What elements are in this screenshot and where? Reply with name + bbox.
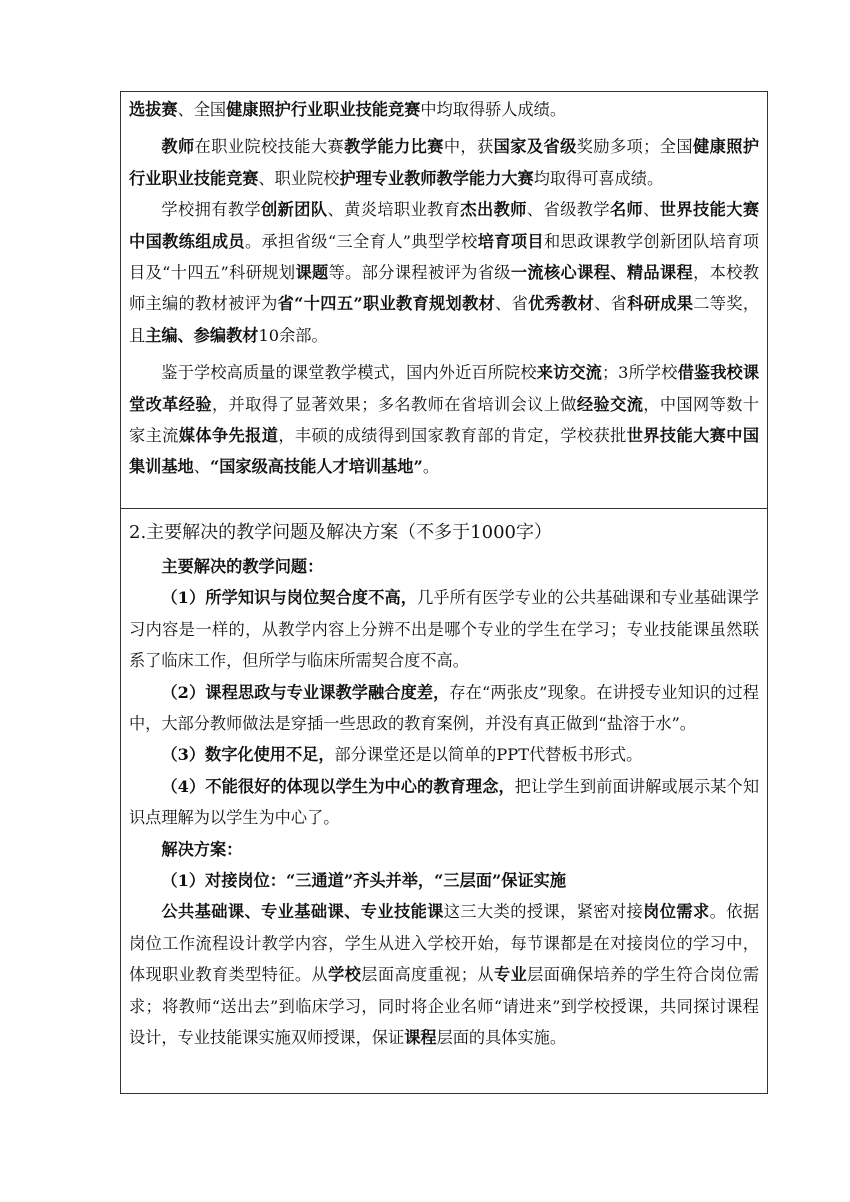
table-divider xyxy=(121,508,767,509)
paragraph-school-honors: 学校拥有教学创新团队、黄炎培职业教育杰出教师、省级教学名师、世界技能大赛中国教练组成员。承担省级“三全育人”典型学校培育项目和思政课教学创新团队培育项目及“十四五”科研规划课题等。部分课程被评为省级一流核心课程、精品课程，本校教师主编的教材被评为省“十四五”职业教育规划教材、省优秀教材、省科研成果二等奖，且主编、参编教材10余部。 xyxy=(129,200,760,345)
section-heading: 2.主要解决的教学问题及解决方案（不多于1000字） xyxy=(129,522,552,543)
paragraph-competitions: 选拔赛、全国健康照护行业职业技能竞赛中均取得骄人成绩。 xyxy=(129,100,567,119)
problem-1: （1）所学知识与岗位契合度不高，几乎所有医学专业的公共基础课和专业基础课学习内容是一样的，从教学内容上分辨不出是哪个专业的学生在学习；专业技能课虽然联系了临床工作，但所学与临床所需契合度不高。 xyxy=(129,588,759,671)
problem-4: （4）不能很好的体现以学生为中心的教育理念，把让学生到前面讲解或展示某个知识点理解为以学生为中心了。 xyxy=(129,776,760,828)
paragraph-influence: 鉴于学校高质量的课堂教学模式，国内外近百所院校来访交流；3所学校借鉴我校课堂改革经验，并取得了显著效果；多名教师在省培训会议上做经验交流，中国网等数十家主流媒体争先报道，丰硕的成绩得到国家教育部的肯定，学校获批世界技能大赛中国集训基地、“国家级高技能人才培训基地”。 xyxy=(129,363,760,477)
achievements-cell xyxy=(129,94,759,483)
paragraph-teacher-awards: 教师在职业院校技能大赛教学能力比赛中，获国家及省级奖励多项；全国健康照护行业职业技能竞赛、职业院校护理专业教师教学能力大赛均取得可喜成绩。 xyxy=(129,137,760,188)
solutions-title: 解决方案： xyxy=(161,839,243,859)
document-table xyxy=(120,91,768,1094)
problem-2: （2）课程思政与专业课教学融合度差，存在“两张皮”现象。在讲授专业知识的过程中，大部分教师做法是穿插一些思政的教育案例，并没有真正做到“盐溶于水”。 xyxy=(129,682,759,734)
problem-3: （3）数字化使用不足，部分课堂还是以简单的PPT代替板书形式。 xyxy=(161,745,643,765)
problems-solutions-cell xyxy=(129,516,759,1054)
solution-1-title: （1）对接岗位：“三通道”齐头并举，“三层面”保证实施 xyxy=(161,871,567,891)
solution-1-body: 公共基础课、专业基础课、专业技能课这三大类的授课，紧密对接岗位需求。依据岗位工作流程设计教学内容，学生从进入学校开始，每节课都是在对接岗位的学习中，体现职业教育类型特征。从学校层面高度重视；从专业层面确保培养的学生符合岗位需求；将教师“送出去”到临床学习，同时将企业名师“请进来”到学校授课，共同探讨课程设计，专业技能课实施双师授课，保证课程层面的具体实施。 xyxy=(129,902,760,1048)
problems-title: 主要解决的教学问题： xyxy=(161,557,324,576)
